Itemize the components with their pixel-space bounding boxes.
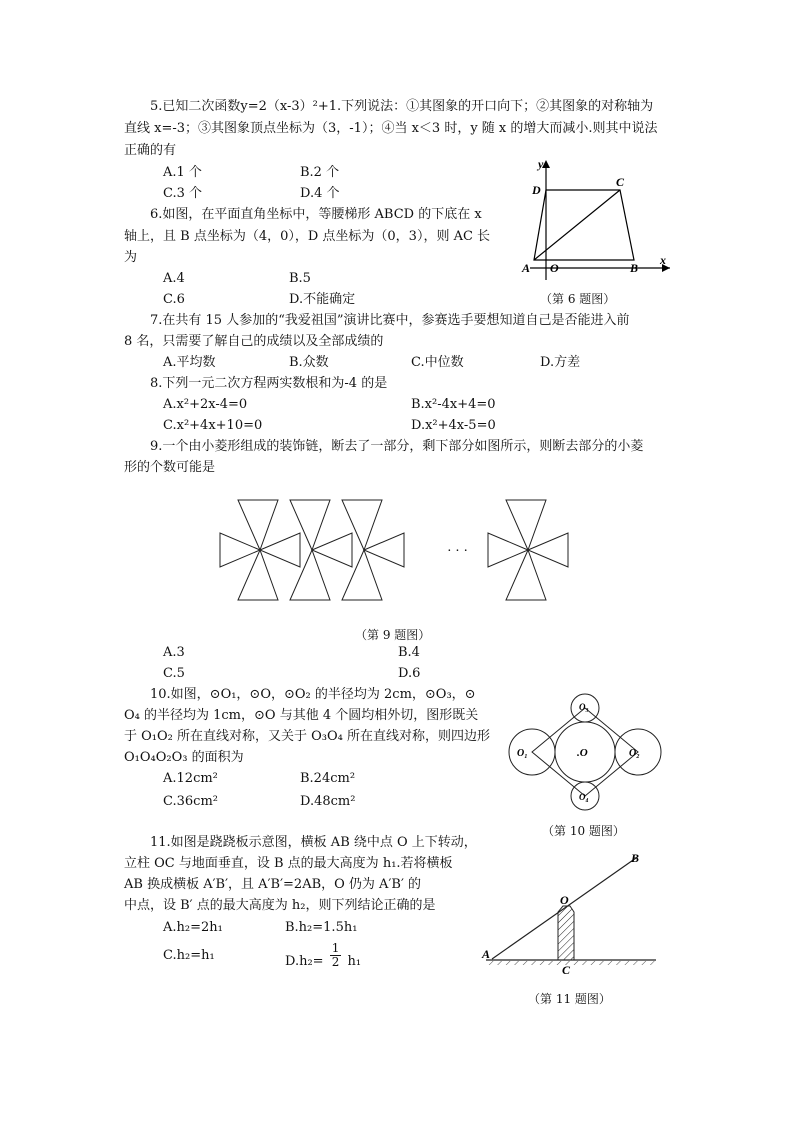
q5-option-a: A.1 个 xyxy=(163,165,202,180)
q11-label-o: O xyxy=(560,893,569,907)
q11-label-a: A xyxy=(482,947,491,961)
q7-line1: 7.在共有 15 人参加的“我爱祖国”演讲比赛中，参赛选手要想知道自己是否能进入前 xyxy=(150,313,630,328)
q7-option-b: B.众数 xyxy=(289,355,329,370)
q10-option-a: A.12cm² xyxy=(163,771,218,786)
q5-line2: 直线 x=-3；③其图象顶点坐标为（3，-1）；④当 x＜3 时，y 随 x 的增大而减小.则其中说法 xyxy=(124,121,658,136)
q10-label-o: .O xyxy=(577,747,588,759)
q9-line1: 9.一个由小菱形组成的装饰链，断去了一部分，剩下部分如图所示，则断去部分的小菱 xyxy=(150,439,644,454)
q7-option-c: C.中位数 xyxy=(411,355,464,370)
q10-label-o4: O₄ xyxy=(579,792,589,802)
q10-option-d: D.48cm² xyxy=(300,794,356,809)
q11-option-d xyxy=(285,941,362,975)
q10-label-o1: O₁ xyxy=(517,748,528,759)
q11-seesaw-figure xyxy=(478,840,668,975)
q6-option-a: A.4 xyxy=(163,271,185,286)
q8-option-b: B.x²-4x+4=0 xyxy=(411,397,496,412)
q6-label-d: D xyxy=(532,183,541,197)
q6-line3: 为 xyxy=(124,250,138,265)
q10-line4: O₁O₄O₂O₃ 的面积为 xyxy=(124,750,244,765)
q9-rhombus-chain-figure xyxy=(215,495,595,610)
q11-fraction-denominator: 2 xyxy=(331,955,340,969)
q11-fraction xyxy=(330,942,342,969)
q6-line2: 轴上，且 B 点坐标为（4，0），D 点坐标为（0，3），则 AC 长 xyxy=(124,229,491,244)
q11-label-b: B xyxy=(631,851,640,865)
q6-option-b: B.5 xyxy=(289,271,311,286)
q5-option-c: C.3 个 xyxy=(163,186,203,201)
q9-ellipsis: · · · xyxy=(447,544,468,559)
q10-circles-figure xyxy=(505,680,665,820)
q9-option-d: D.6 xyxy=(398,666,421,681)
q11-fraction-numerator: 1 xyxy=(331,941,340,955)
q11-option-b: B.h₂=1.5h₁ xyxy=(285,920,358,935)
q9-line2: 形的个数可能是 xyxy=(124,460,216,475)
q11-line4: 中点，设 B′ 点的最大高度为 h₂，则下列结论正确的是 xyxy=(124,898,436,913)
q10-label-o3: O₃ xyxy=(579,702,589,712)
q10-figure-caption: （第 10 题图） xyxy=(542,824,625,838)
q5-option-d: D.4 个 xyxy=(300,186,340,201)
q9-option-a: A.3 xyxy=(163,645,185,660)
q6-option-c: C.6 xyxy=(163,292,185,307)
q6-label-x: x xyxy=(660,253,666,267)
q7-line2: 8 名，只需要了解自己的成绩以及全部成绩的 xyxy=(124,334,384,349)
q10-line2: O₄ 的半径均为 1cm，⊙O 与其他 4 个圆均相外切，图形既关 xyxy=(124,708,479,723)
q6-label-b: B xyxy=(630,261,639,275)
q8-option-d: D.x²+4x-5=0 xyxy=(411,418,496,433)
q11-line1: 11.如图是跷跷板示意图，横板 AB 绕中点 O 上下转动， xyxy=(150,835,477,850)
q9-option-c: C.5 xyxy=(163,666,185,681)
q10-option-b: B.24cm² xyxy=(300,771,356,786)
q11-option-a: A.h₂=2h₁ xyxy=(163,920,223,935)
q11-option-c: C.h₂=h₁ xyxy=(163,948,215,963)
q11-label-c: C xyxy=(562,963,571,975)
q6-label-o: O xyxy=(550,261,559,275)
q5-line1: 5.已知二次函数y=2（x-3）²+1.下列说法：①其图象的开口向下；②其图象的对称轴为 xyxy=(150,99,654,114)
q8-option-c: C.x²+4x+10=0 xyxy=(163,418,263,433)
q11-option-d-prefix: D.h₂= xyxy=(285,954,324,969)
q6-trapezoid-figure xyxy=(510,150,680,285)
q5-line3: 正确的有 xyxy=(124,143,177,158)
q10-label-o2: O₂ xyxy=(629,748,640,759)
q8-option-a: A.x²+2x-4=0 xyxy=(163,397,248,412)
q11-figure-caption: （第 11 题图） xyxy=(528,992,611,1006)
q5-option-b: B.2 个 xyxy=(300,165,340,180)
q6-option-d: D.不能确定 xyxy=(289,292,356,307)
q9-figure-caption: （第 9 题图） xyxy=(355,628,431,642)
q6-figure-caption: （第 6 题图） xyxy=(540,292,616,306)
q6-label-c: C xyxy=(616,175,625,189)
q8-line1: 8.下列一元二次方程两实数根和为-4 的是 xyxy=(150,376,388,391)
q7-option-a: A.平均数 xyxy=(163,355,216,370)
q10-option-c: C.36cm² xyxy=(163,794,218,809)
q7-option-d: D.方差 xyxy=(540,355,581,370)
q11-option-d-tail: h₁ xyxy=(347,954,362,969)
q11-line2: 立柱 OC 与地面垂直，设 B 点的最大高度为 h₁.若将横板 xyxy=(124,856,453,871)
q6-label-a: A xyxy=(522,261,531,275)
q9-option-b: B.4 xyxy=(398,645,420,660)
q6-line1: 6.如图，在平面直角坐标中，等腰梯形 ABCD 的下底在 x xyxy=(150,207,482,222)
q6-label-y: y xyxy=(538,157,544,171)
q10-line1: 10.如图，⊙O₁，⊙O，⊙O₂ 的半径均为 2cm，⊙O₃，⊙ xyxy=(150,687,476,702)
q10-line3: 于 O₁O₂ 所在直线对称，又关于 O₃O₄ 所在直线对称，则四边形 xyxy=(124,729,491,744)
q11-line3: AB 换成横板 A′B′，且 A′B′=2AB，O 仍为 A′B′ 的 xyxy=(124,877,422,892)
